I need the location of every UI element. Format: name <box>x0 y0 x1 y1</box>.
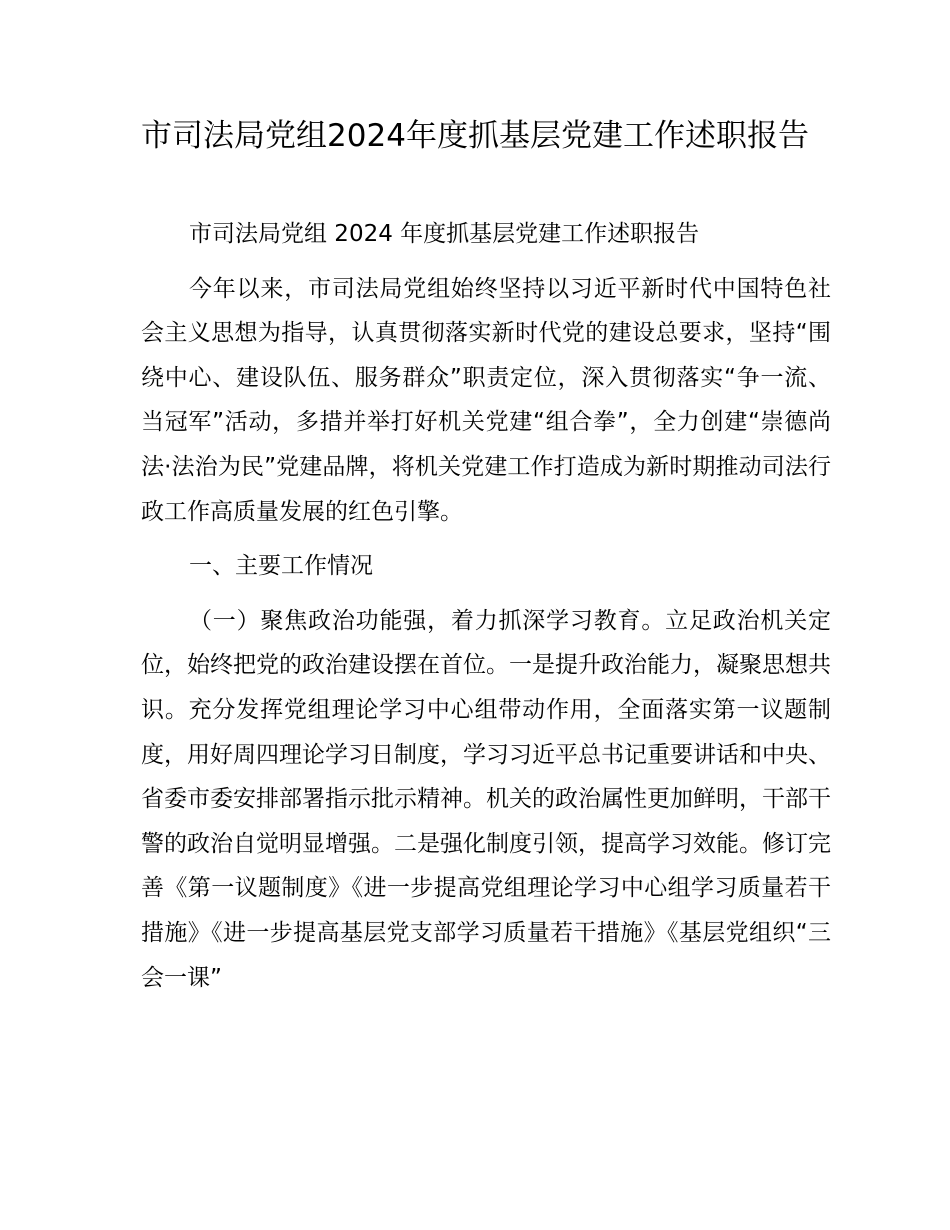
subtitle-paragraph: 市司法局党组 2024 年度抓基层党建工作述职报告 <box>189 221 700 247</box>
section-paragraph: （一）聚焦政治功能强，着力抓深学习教育。立足政治机关定位，始终把党的政治建设摆在首位。一是提升政治能力，凝聚思想共识。充分发挥党组理论学习中心组带动作用，全面落实第一议题制度，用好周四理论学习日制度，学习习近平总书记重要讲话和中央、省委市委安排部署指示批示精神。机关的政治属性更加鲜明，干部干警的政治自觉明显增强。二是强化制度引领，提高学习效能。修订完善《第一议题制度》《进一步提高党组理论学习中心组学习质量若干措施》《进一步提高基层党支部学习质量若干措施》《基层党组织“三会一课” <box>141 607 831 991</box>
document-title: 市司法局党组2024年度抓基层党建工作述职报告 <box>141 118 809 154</box>
section-heading: 一、主要工作情况 <box>189 553 373 580</box>
document-body <box>141 212 831 1010</box>
intro-paragraph: 今年以来，市司法局党组始终坚持以习近平新时代中国特色社会主义思想为指导，认真贯彻落实新时代党的建设总要求，坚持“围绕中心、建设队伍、服务群众”职责定位，深入贯彻落实“争一流、当冠军”活动，多措并举打好机关党建“组合拳”，全力创建“崇德尚法·法治为民”党建品牌，将机关党建工作打造成为新时期推动司法行政工作高质量发展的红色引擎。 <box>141 275 831 525</box>
